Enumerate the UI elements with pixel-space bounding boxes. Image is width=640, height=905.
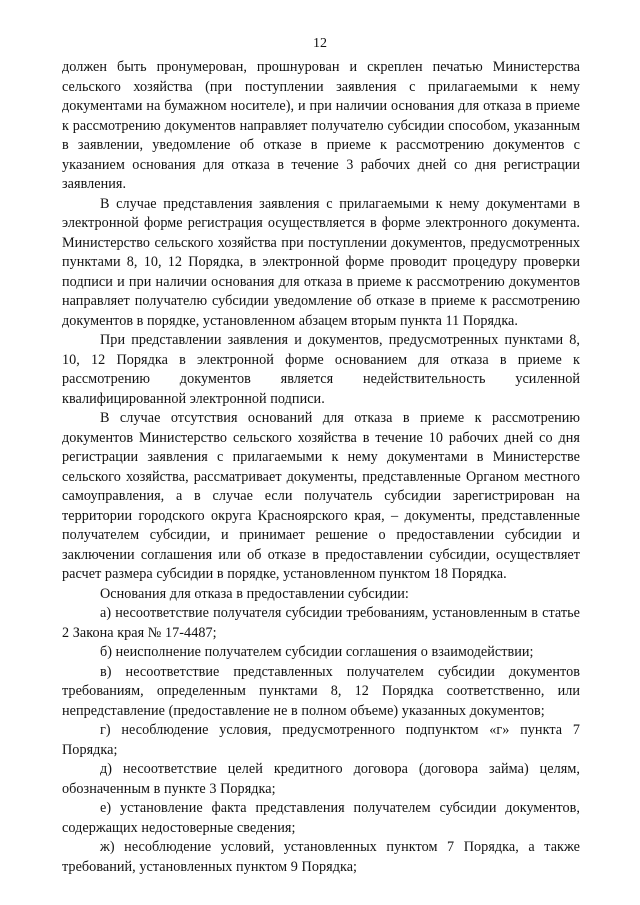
paragraph-electronic-submission: В случае представления заявления с прилагаемыми к нему документами в электронной форме регистрация осуществляется в форме электронного документа. Министерство сельского хозяйства при поступлении документов, предусмотренных пунктами 8, 10, 12 Порядка, в электронной форме проводит процедуру проверки подписи и при наличии основания для отказа в приеме к рассмотрению документов направляет получателю субсидии уведомление об отказе в приеме к рассмотрению документов в порядке, установленном абзацем вторым пункта 11 Порядка. xyxy=(62,195,580,329)
list-item-g: г) несоблюдение условия, предусмотренного подпунктом «г» пункта 7 Порядка; xyxy=(62,722,580,758)
document-body xyxy=(62,58,580,877)
list-item-v: в) несоответствие представленных получателем субсидии документов требованиям, определенным пунктами 8, 12 Порядка соответственно, или непредставление (предоставление не в полном объеме) указанных документов; xyxy=(62,663,580,719)
list-item-d: д) несоответствие целей кредитного договора (договора займа) целям, обозначенным в пункте 3 Порядка; xyxy=(62,761,580,797)
page-number: 12 xyxy=(313,36,327,51)
list-item-e: е) установление факта представления получателем субсидии документов, содержащих недостоверные сведения; xyxy=(62,800,580,836)
paragraph-electronic-refusal-basis: При представлении заявления и документов, предусмотренных пунктами 8, 10, 12 Порядка в электронной форме основанием для отказа в приеме к рассмотрению документов является недействительность усиленной квалифицированной электронной подписи. xyxy=(62,332,580,407)
paragraph-refusal-grounds-heading: Основания для отказа в предоставлении субсидии: xyxy=(100,585,409,602)
list-item-b: б) неисполнение получателем субсидии соглашения о взаимодействии; xyxy=(100,644,534,660)
paragraph-continuation: должен быть пронумерован, прошнурован и скреплен печатью Министерства сельского хозяйства (при поступлении заявления с прилагаемыми к нему документами на бумажном носителе), и при наличии основания для отказа в приеме к рассмотрению документов направляет получателю субсидии способом, указанным в заявлении, уведомление об отказе в приеме к рассмотрению документов с указанием основания для отказа в течение 3 рабочих дней со дня регистрации заявления. xyxy=(62,59,580,192)
list-item-a: а) несоответствие получателя субсидии требованиям, установленным в статье 2 Закона края № 17-4487; xyxy=(62,605,580,641)
list-item-zh: ж) несоблюдение условий, установленных пунктом 7 Порядка, а также требований, установленных пунктом 9 Порядка; xyxy=(62,839,580,875)
paragraph-review-decision: В случае отсутствия оснований для отказа в приеме к рассмотрению документов Министерство сельского хозяйства в течение 10 рабочих дней со дня регистрации заявления с прилагаемыми к нему документами в Министерстве сельского хозяйства, рассматривает документы, представленные Органом местного самоуправления, а в случае если получатель субсидии зарегистрирован на территории городского округа Красноярского края, – документы, представленные получателем субсидии, и принимает решение о предоставлении субсидии и заключении соглашения или об отказе в предоставлении субсидии, осуществляет расчет размера субсидии в порядке, установленном пунктом 18 Порядка. xyxy=(62,410,580,582)
